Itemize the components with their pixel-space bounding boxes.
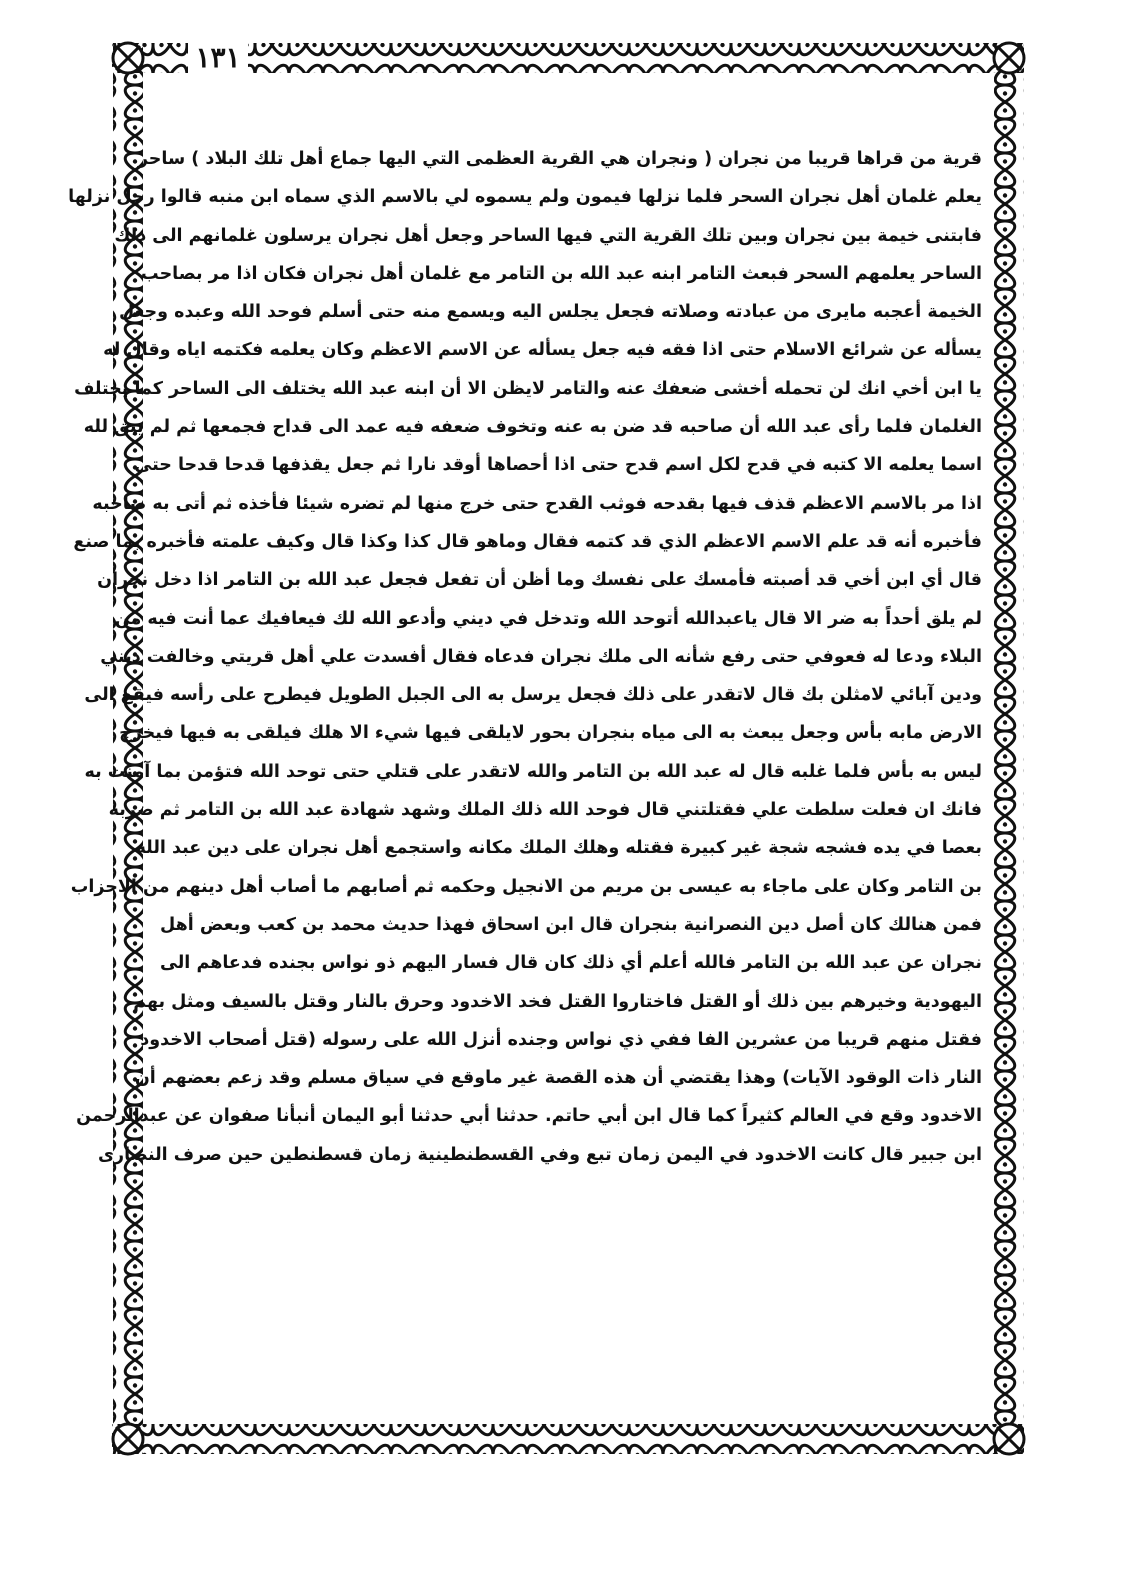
text-line: ودين آبائي لامثلن بك قال لاتقدر على ذلك فجعل يرسل به الى الجبل الطويل فيطرح على رأسه فيقع الى: [84, 685, 982, 706]
text-line: الاخدود وقع في العالم كثيراً كما قال ابن أبي حاتم. حدثنا أبي حدثنا أبو اليمان أنبأنا صفوان عن عبدالرحمن: [76, 1106, 982, 1127]
corner-ornament-icon: [113, 1424, 143, 1454]
text-line: فقتل منهم قريبا من عشرين الفا ففي ذي نواس وجنده أنزل الله على رسوله (قتل أصحاب الاخدود: [140, 1029, 982, 1050]
text-line: فأخبره أنه قد علم الاسم الاعظم الذي قد كتمه فقال وماهو قال كذا وكذا قال وكيف علمته فأخبره بما صنع: [73, 531, 982, 552]
text-line: الخيمة أعجبه مايرى من عبادته وصلاته فجعل يجلس اليه ويسمع منه حتى أسلم فوحد الله وعبده وجعل: [119, 302, 982, 323]
corner-ornament-icon: [994, 1424, 1024, 1454]
text-line: ليس به بأس فلما غلبه قال له عبد الله بن التامر والله لاتقدر على قتلي حتى توحد الله فتؤمن بما آمنت به: [84, 761, 982, 782]
text-line: نجران عن عبد الله بن التامر فالله أعلم أي ذلك كان قال فسار اليهم ذو نواس بجنده فدعاهم الى: [160, 953, 982, 974]
text-line: يعلم غلمان أهل نجران السحر فلما نزلها فيمون ولم يسموه لي بالاسم الذي سماه ابن منبه قالوا رجل نزلها: [68, 187, 982, 208]
body-text: [68, 140, 982, 1390]
text-line: بن التامر وكان على ماجاء به عيسى بن مريم من الانجيل وحكمه ثم أصابهم ما أصاب أهل دينهم من الاحزاب: [70, 876, 982, 897]
text-line: اسما يعلمه الا كتبه في قدح لكل اسم قدح حتى اذا أحصاها أوقد نارا ثم جعل يقذفها قدحا قدحا حتى: [134, 455, 982, 476]
corner-ornament-icon: [994, 43, 1024, 73]
page-number: ١٣١: [188, 38, 248, 78]
text-line: اليهودية وخيرهم بين ذلك أو القتل فاختاروا القتل فخد الاخدود وحرق بالنار وقتل بالسيف ومثل بهم: [133, 991, 982, 1012]
text-line: يسأله عن شرائع الاسلام حتى اذا فقه فيه جعل يسأله عن الاسم الاعظم وكان يعلمه فكتمه اياه وقال له: [103, 340, 982, 361]
text-line: بعصا في يده فشجه شجة غير كبيرة فقتله وهلك الملك مكانه واستجمع أهل نجران على دين عبد الله: [135, 838, 982, 859]
text-line: فابتنى خيمة بين نجران وبين تلك القرية التي فيها الساحر وجعل أهل نجران يرسلون غلمانهم الى ذلك: [114, 225, 982, 246]
text-line: اذا مر بالاسم الاعظم قذف فيها بقدحه فوثب القدح حتى خرج منها لم تضره شيئا فأخذه ثم أتى به صاحبه: [92, 493, 982, 514]
text-line: فمن هنالك كان أصل دين النصرانية بنجران قال ابن اسحاق فهذا حديث محمد بن كعب وبعض أهل: [160, 914, 982, 935]
corner-ornament-icon: [113, 43, 143, 73]
text-line: الغلمان فلما رأى عبد الله أن صاحبه قد ضن به عنه وتخوف ضعفه فيه عمد الى قداح فجمعها ثم لم يبق لله: [83, 417, 982, 438]
text-line: يا ابن أخي انك لن تحمله أخشى ضعفك عنه والتامر لايظن الا أن ابنه عبد الله يختلف الى الساحر كما يختلف: [74, 378, 982, 399]
text-line: قال أي ابن أخي قد أصبته فأمسك على نفسك وما أظن أن تفعل فجعل عبد الله بن التامر اذا دخل نجران: [97, 570, 982, 591]
text-line: الارض مابه بأس وجعل يبعث به الى مياه بنجران بحور لايلقى فيها شيء الا هلك فيلقى به فيها فيخرج: [119, 723, 982, 744]
text-line: ابن جبير قال كانت الاخدود في اليمن زمان تبع وفي القسطنطينية زمان قسطنطين حين صرف النصارى: [98, 1144, 982, 1165]
text-line: لم يلق أحداً به ضر الا قال ياعبدالله أتوحد الله وتدخل في ديني وأدعو الله لك فيعافيك عما أنت فيه من: [114, 608, 982, 629]
text-line: فانك ان فعلت سلطت علي فقتلتني قال فوحد الله ذلك الملك وشهد شهادة عبد الله بن التامر ثم ضربه: [108, 800, 982, 821]
text-line: البلاء ودعا له فعوفي حتى رفع شأنه الى ملك نجران فدعاه فقال أفسدت علي أهل قريتي وخالفت ديني: [100, 646, 982, 667]
text-line: قرية من قراها قريبا من نجران ( ونجران هي القرية العظمى التي اليها جماع أهل تلك البلاد ) ساحر: [137, 149, 982, 169]
text-line: الساحر يعلمهم السحر فبعث التامر ابنه عبد الله بن التامر مع غلمان أهل نجران فكان اذا مر بصاحب: [141, 263, 982, 284]
text-line: النار ذات الوقود الآيات) وهذا يقتضي أن هذه القصة غير ماوقع في سياق مسلم وقد زعم بعضهم أن: [134, 1068, 982, 1089]
